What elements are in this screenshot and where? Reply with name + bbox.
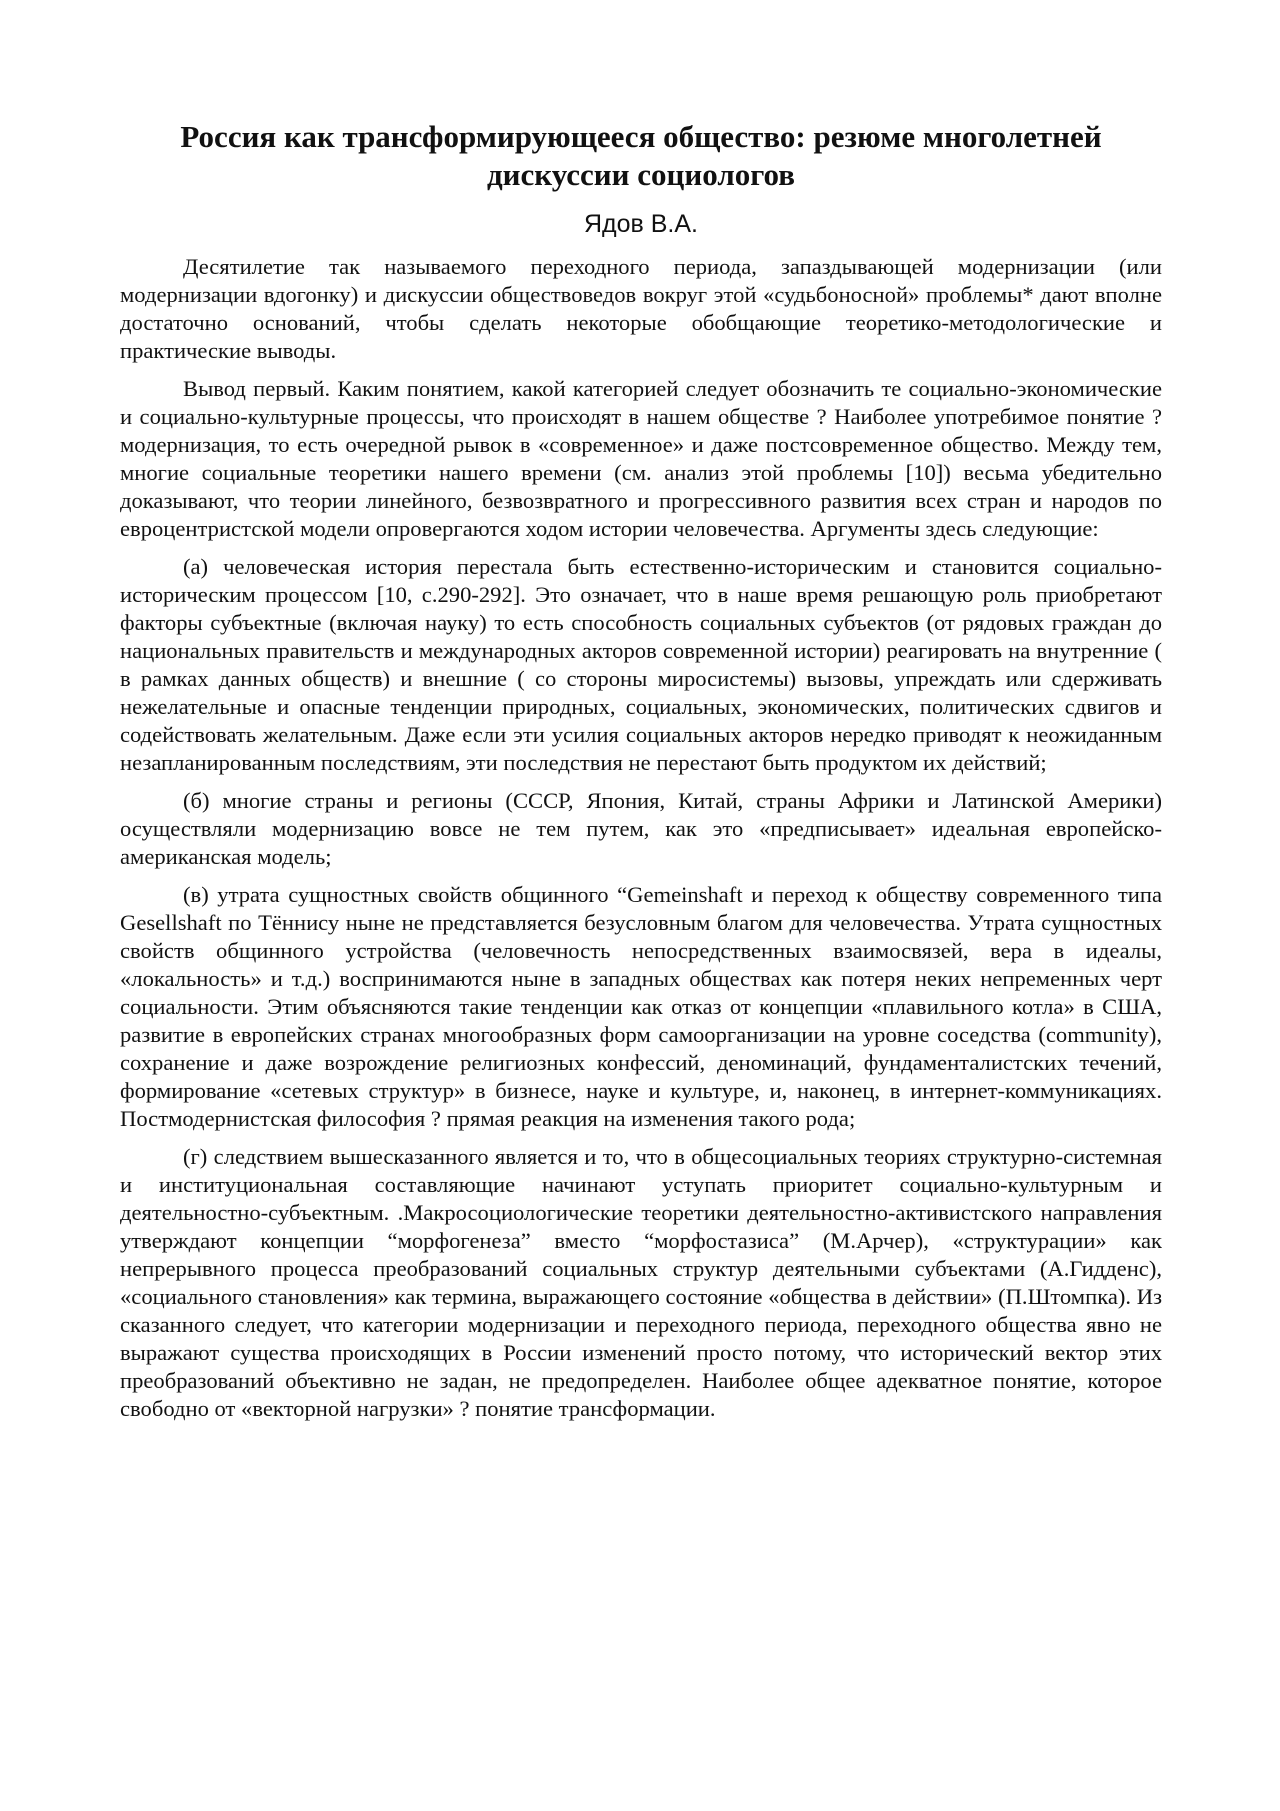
paragraph-argument-a: (а) человеческая история перестала быть естественно-историческим и становится социально-историческим процессом [10, с.290-292]. Это означает, что в наше время решающую роль приобретают факторы субъектные (включая науку) то есть способность социальных субъектов (от рядовых граждан до национальных правительств и международных акторов современной истории) реагировать на внутренние ( в рамках данных обществ) и внешние ( со стороны миросистемы) вызовы, упреждать или сдерживать нежелательные и опасные тенденции природных, социальных, экономических, политических сдвигов и содействовать желательным. Даже если эти усилия социальных акторов нередко приводят к неожиданным незапланированным последствиям, эти последствия не перестают быть продуктом их действий; <box>120 554 1162 775</box>
document-page <box>120 118 1162 1433</box>
document-author: Ядов В.А. <box>583 210 698 238</box>
document-title: Россия как трансформирующееся общество: резюме многолетней дискуссии социологов <box>180 119 1102 192</box>
paragraph-argument-g: (г) следствием вышесказанного является и то, что в общесоциальных теориях структурно-системная и институциональная составляющие начинают уступать приоритет социально-культурным и деятельностно-субъектным. .Макросоциологические теоретики деятельностно-активистского направления утверждают концепции “морфогенеза” вместо “морфостазиса” (М.Арчер), «структурации» как непрерывного процесса преобразований социальных структур деятельными субъектами (А.Гидденс), «социального становления» как термина, выражающего состояние «общества в действии» (П.Штомпка). Из сказанного следует, что категории модернизации и переходного периода, переходного общества явно не выражают существа происходящих в России изменений просто потому, что исторический вектор этих преобразований объективно не задан, не предопределен. Наиболее общее адекватное понятие, которое свободно от «векторной нагрузки» ? понятие трансформации. <box>120 1144 1162 1421</box>
paragraph-conclusion-one: Вывод первый. Каким понятием, какой категорией следует обозначить те социально-экономические и социально-культурные процессы, что происходят в нашем обществе ? Наиболее употребимое понятие ? модернизация, то есть очередной рывок в «современное» и даже постсовременное общество. Между тем, многие социальные теоретики нашего времени (см. анализ этой проблемы [10]) весьма убедительно доказывают, что теории линейного, безвозвратного и прогрессивного развития всех стран и народов по евроцентристской модели опровергаются ходом истории человечества. Аргументы здесь следующие: <box>120 376 1162 541</box>
paragraph-argument-b: (б) многие страны и регионы (СССР, Япония, Китай, страны Африки и Латинской Америки) осуществляли модернизацию вовсе не тем путем, как это «предписывает» идеальная европейско-американская модель; <box>120 788 1162 869</box>
paragraph-intro: Десятилетие так называемого переходного периода, запаздывающей модернизации (или модернизации вдогонку) и дискуссии обществоведов вокруг этой «судьбоносной» проблемы* дают вполне достаточно оснований, чтобы сделать некоторые обобщающие теоретико-методологические и практические выводы. <box>120 254 1162 363</box>
paragraph-argument-v: (в) утрата сущностных свойств общинного “Gemeinshaft и переход к обществу современного типа Gesellshaft по Тённису ныне не представляется безусловным благом для человечества. Утрата сущностных свойств общинного устройства (человечность непосредственных взаимосвязей, вера в идеалы, «локальность» и т.д.) воспринимаются ныне в западных обществах как потеря неких непременных черт социальности. Этим объясняются такие тенденции как отказ от концепции «плавильного котла» в США, развитие в европейских странах многообразных форм самоорганизации на уровне соседства (community), сохранение и даже возрождение религиозных конфессий, деноминаций, фундаменталистских течений, формирование «сетевых структур» в бизнесе, науке и культуре, и, наконец, в интернет-коммуникациях. Постмодернистская философия ? прямая реакция на изменения такого рода; <box>120 882 1162 1131</box>
